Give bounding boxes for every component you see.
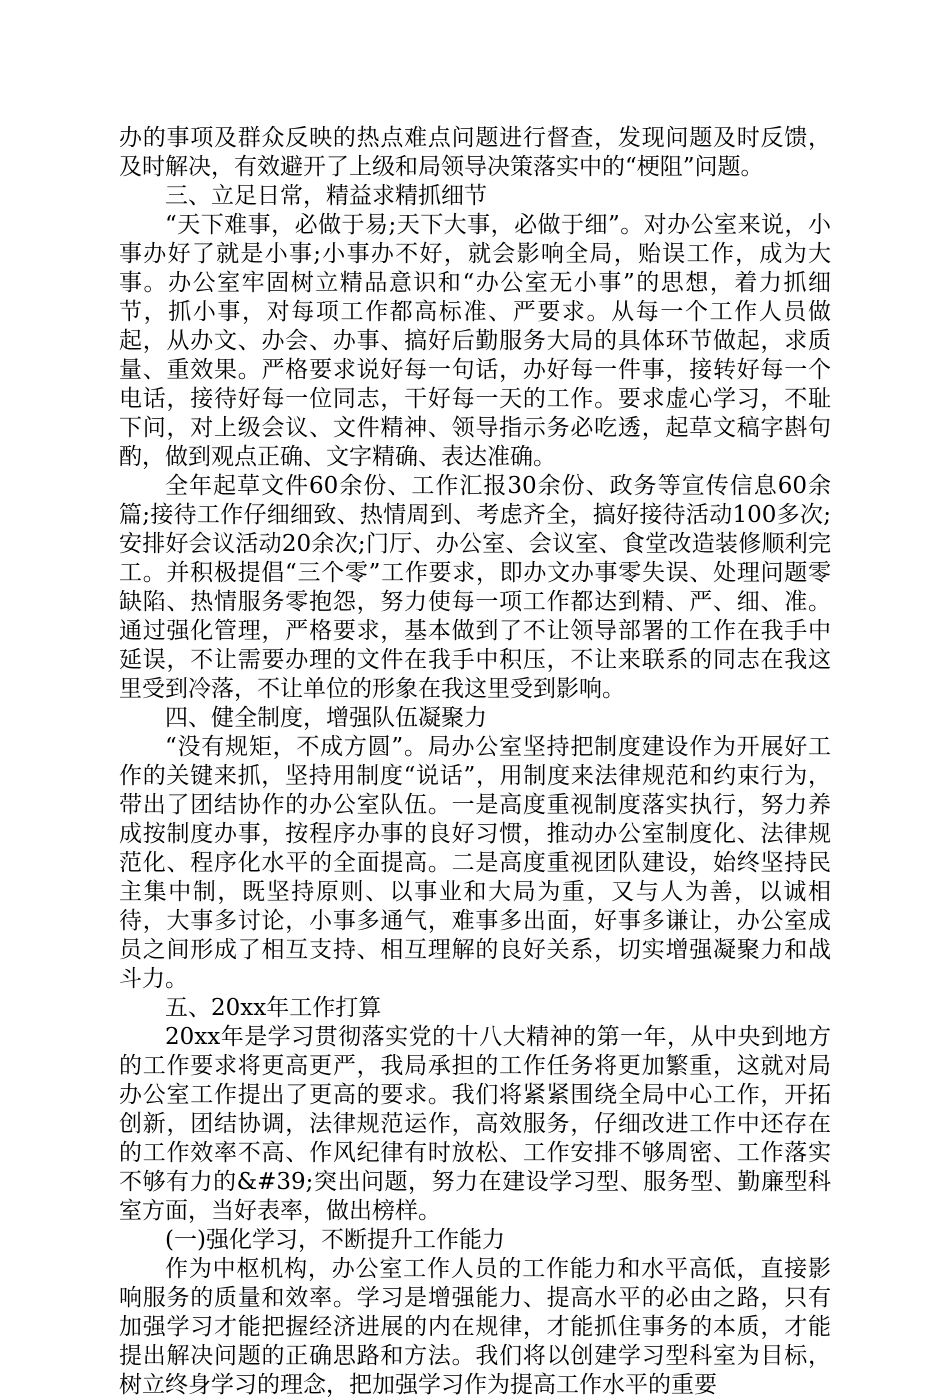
subsection-heading-1: (一)强化学习，不断提升工作能力 (165, 1227, 505, 1253)
section-heading-5: 五、20xx年工作打算 (165, 995, 382, 1021)
section-heading-3: 三、立足日常，精益求精抓细节 (165, 183, 487, 209)
paragraph: “没有规矩，不成方圆”。局办公室坚持把制度建设作为开展好工作的关键来抓，坚持用制度“说话”，用制度来法律规范和约束行为，带出了团结协作的办公室队伍。一是高度重视制度落实执行，努力养成按制度办事，按程序办事的良好习惯，推动办公室制度化、法律规范化、程序化水平的全面提高。二是高度重视团队建设，始终坚持民主集中制，既坚持原则、以事业和大局为重，又与人为善，以诚相待，大事多讨论，小事多通气，难事多出面，好事多谦让，办公室成员之间形成了相互支持、相互理解的良好关系，切实增强凝聚力和战斗力。 (119, 734, 831, 992)
paragraph: 作为中枢机构，办公室工作人员的工作能力和水平高低，直接影响服务的质量和效率。学习是增强能力、提高水平的必由之路，只有加强学习才能把握经济进展的内在规律，才能抓住事务的本质，才能提出解决问题的正确思路和方法。我们将以创建学习型科室为目标，树立终身学习的理念，把加强学习作为提高工作水平的重要 (119, 1256, 831, 1398)
paragraph-continuation: 办的事项及群众反映的热点难点问题进行督查，发现问题及时反馈，及时解决，有效避开了上级和局领导决策落实中的“梗阻”问题。 (119, 125, 831, 180)
paragraph: 全年起草文件60余份、工作汇报30余份、政务等宣传信息60余篇;接待工作仔细细致、热情周到、考虑齐全，搞好接待活动100多次;安排好会议活动20余次;门厅、办公室、会议室、食堂改造装修顺利完工。并积极提倡“三个零”工作要求，即办文办事零失误、处理问题零缺陷、热情服务零抱怨，努力使每一项工作都达到精、严、细、准。通过强化管理，严格要求，基本做到了不让领导部署的工作在我手中延误，不让需要办理的文件在我手中积压，不让来联系的同志在我这里受到冷落，不让单位的形象在我这里受到影响。 (119, 473, 831, 702)
paragraph: “天下难事，必做于易;天下大事，必做于细”。对办公室来说，小事办好了就是小事;小事办不好，就会影响全局，贻误工作，成为大事。办公室牢固树立精品意识和“办公室无小事”的思想，着力抓细节，抓小事，对每项工作都高标准、严要求。从每一个工作人员做起，从办文、办会、办事、搞好后勤服务大局的具体环节做起，求质量、重效果。严格要求说好每一句话，办好每一件事，接转好每一个电话，接待好每一位同志，干好每一天的工作。要求虚心学习，不耻下问，对上级会议、文件精神、领导指示务必吃透，起草文稿字斟句酌，做到观点正确、文字精确、表达准确。 (119, 212, 831, 470)
document-body (119, 124, 831, 1400)
paragraph: 20xx年是学习贯彻落实党的十八大精神的第一年，从中央到地方的工作要求将更高更严，我局承担的工作任务将更加繁重，这就对局办公室工作提出了更高的要求。我们将紧紧围绕全局中心工作，开拓创新，团结协调，法律规范运作，高效服务，仔细改进工作中还存在的工作效率不高、作风纪律有时放松、工作安排不够周密、工作落实不够有力的&#39;突出问题，努力在建设学习型、服务型、勤廉型科室方面，当好表率，做出榜样。 (119, 1024, 831, 1224)
section-heading-4: 四、健全制度，增强队伍凝聚力 (165, 705, 487, 731)
